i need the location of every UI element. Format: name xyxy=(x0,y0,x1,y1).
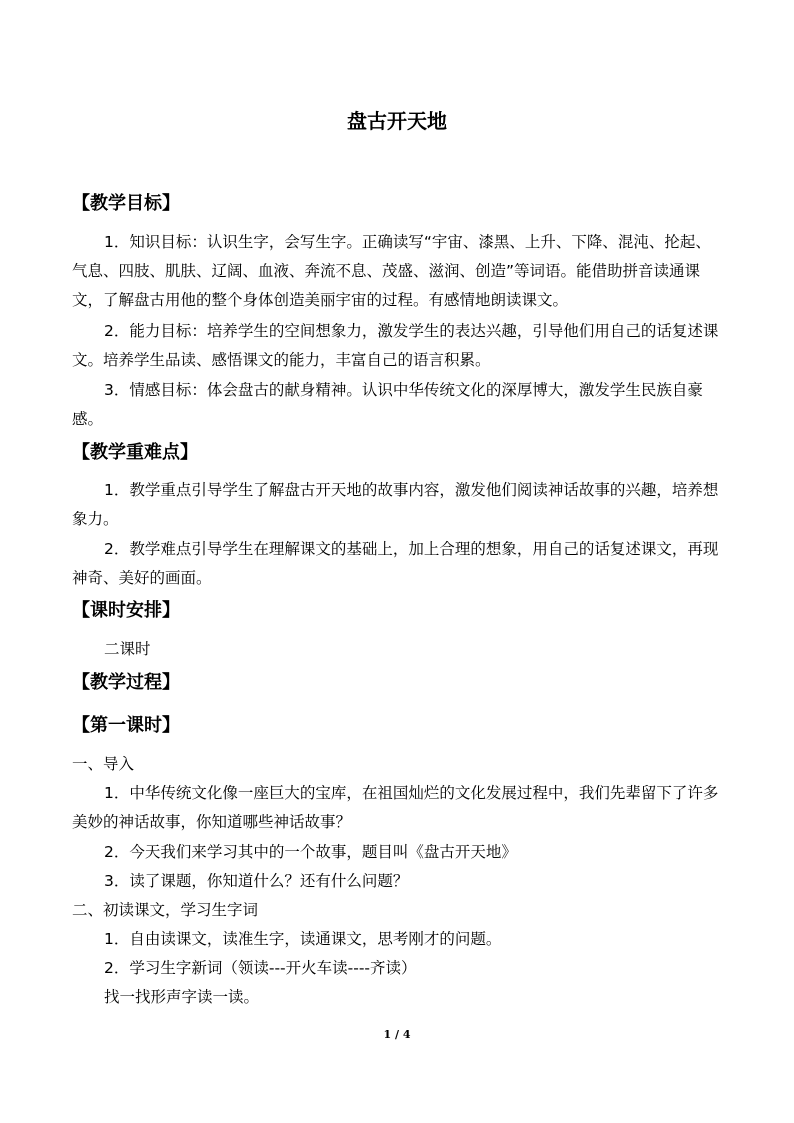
part1-title: 一、导入 xyxy=(72,755,135,773)
part2-item-2: 2．学习生字新词（领读---开火车读----齐读） xyxy=(104,959,417,977)
objective-ability: 2．能力目标：培养学生的空间想象力，激发学生的表达兴趣，引导他们用自己的话复述课文。培养学生品读、感悟课文的能力，丰富自己的语言积累。 xyxy=(72,322,719,369)
key-point-focus: 1．教学重点引导学生了解盘古开天地的故事内容，激发他们阅读神话故事的兴趣，培养想象力。 xyxy=(72,481,719,528)
heading-first-lesson: 【第一课时】 xyxy=(72,715,180,736)
page-title: 盘古开天地 xyxy=(347,109,447,133)
heading-schedule: 【课时安排】 xyxy=(72,600,180,621)
heading-process: 【教学过程】 xyxy=(72,672,180,693)
heading-key-points: 【教学重难点】 xyxy=(72,442,198,463)
objective-emotion: 3．情感目标：体会盘古的献身精神。认识中华传统文化的深厚博大，激发学生民族自豪感。 xyxy=(72,381,703,428)
part2-title: 二、初读课文，学习生字词 xyxy=(72,901,259,919)
part1-item-3: 3．读了课题，你知道什么？还有什么问题？ xyxy=(104,872,409,890)
heading-objectives: 【教学目标】 xyxy=(72,193,180,214)
objective-knowledge: 1．知识目标：认识生字，会写生字。正确读写“宇宙、漆黑、上升、下降、混沌、抡起、气息、四肢、肌肤、辽阔、血液、奔流不息、茂盛、滋润、创造”等词语。能借助拼音读通课文，了解盘古用他的整个身体创造美丽宇宙的过程。有感情地朗读课文。 xyxy=(72,233,711,309)
part2-item-1: 1．自由读课文，读准生字，读通课文，思考刚才的问题。 xyxy=(104,930,502,948)
part2-item-3: 找一找形声字读一读。 xyxy=(104,988,260,1006)
part1-item-1: 1．中华传统文化像一座巨大的宝库，在祖国灿烂的文化发展过程中，我们先辈留下了许多美妙的神话故事，你知道哪些神话故事？ xyxy=(72,784,719,831)
page-number: 1 / 4 xyxy=(383,1028,411,1041)
key-point-difficulty: 2．教学难点引导学生在理解课文的基础上，加上合理的想象，用自己的话复述课文，再现神奇、美好的画面。 xyxy=(72,540,719,587)
schedule-text: 二课时 xyxy=(104,640,151,658)
part1-item-2: 2．今天我们来学习其中的一个故事，题目叫《盘古开天地》 xyxy=(104,843,517,861)
